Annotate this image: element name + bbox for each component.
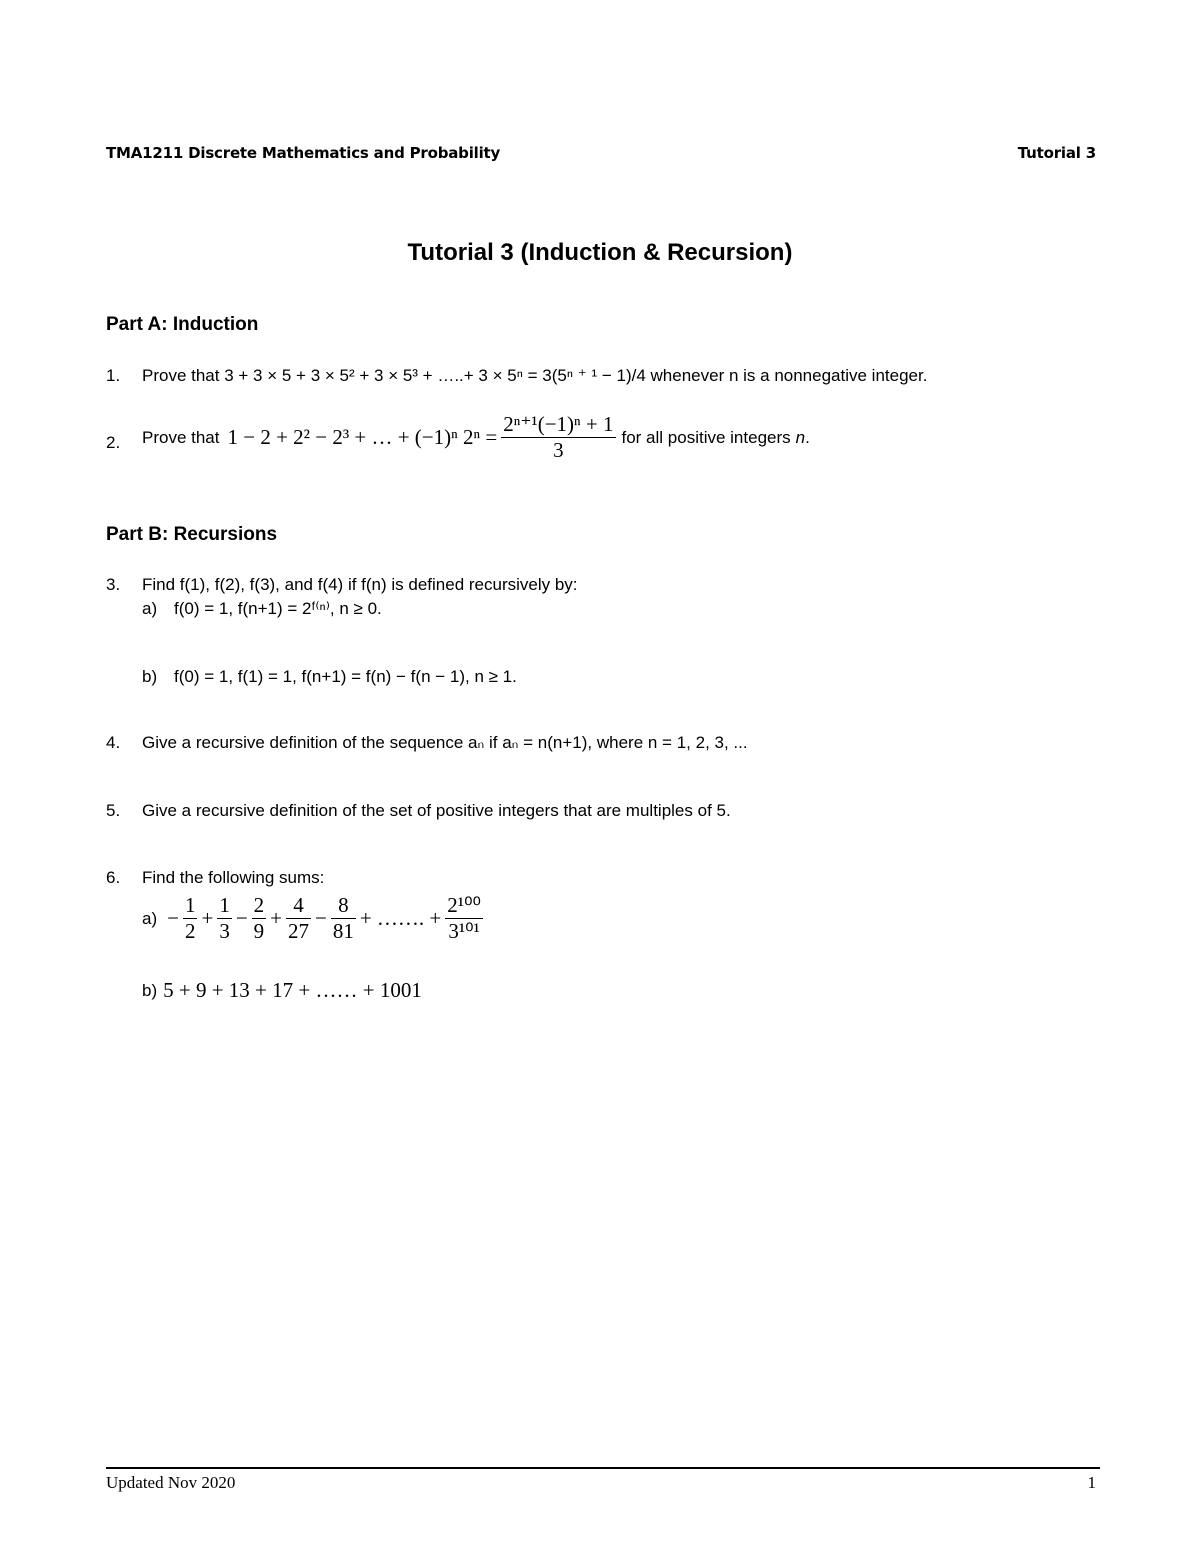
q6a-term-numerator: 8 [331, 893, 356, 919]
q5-number: 5. [106, 801, 121, 820]
q1-number: 1. [106, 366, 121, 385]
q6a-term-numerator: 4 [286, 893, 311, 919]
q2-prefix: Prove that [142, 427, 220, 447]
q6b-text: 5 + 9 + 13 + 17 + …… + 1001 [163, 978, 422, 1002]
q6a-term-denominator: 2 [184, 919, 196, 943]
q6-number: 6. [106, 868, 121, 887]
q2-lhs: 1 − 2 + 2² − 2³ + … + (−1)ⁿ 2ⁿ = [227, 425, 498, 449]
q6b-label: b) [142, 980, 158, 1000]
q3a-text: f(0) = 1, f(n+1) = 2ᶠ⁽ⁿ⁾, n ≥ 0. [174, 599, 382, 618]
q4-number: 4. [106, 733, 121, 752]
q6a-term-denominator: 81 [332, 919, 354, 943]
q6b-line [142, 978, 422, 1003]
q6a-line [142, 893, 485, 944]
page-title: Tutorial 3 (Induction & Recursion) [407, 239, 793, 266]
q6a-term-fraction [183, 893, 198, 944]
q6a-label: a) [142, 908, 158, 928]
q1-text: Prove that 3 + 3 × 5 + 3 × 5² + 3 × 5³ + …..+ 3 × 5ⁿ = 3(5ⁿ ⁺ ¹ − 1)/4 whenever n is a nonnegative integer. [142, 366, 928, 385]
q6a-last-denominator: 3¹⁰¹ [448, 919, 480, 943]
q2-var: n [795, 427, 806, 447]
footer-rule [106, 1467, 1100, 1469]
q2-suffix: for all positive integers [621, 427, 791, 447]
q6a-term-fraction [286, 893, 311, 944]
page-number: 1 [1087, 1473, 1096, 1492]
q2-line [142, 412, 810, 463]
q6a-term-denominator: 27 [288, 919, 309, 943]
q6a-term-numerator: 1 [184, 893, 196, 917]
q3a-label: a) [142, 599, 158, 618]
q6-text: Find the following sums: [142, 868, 325, 887]
course-header: TMA1211 Discrete Mathematics and Probability [106, 144, 501, 162]
q6a-dots: + ……. + [359, 906, 442, 930]
q6a-term-sign: + [270, 906, 282, 930]
q3b-text: f(0) = 1, f(1) = 1, f(n+1) = f(n) − f(n − 1), n ≥ 1. [174, 667, 517, 686]
part-a-heading: Part A: Induction [106, 314, 259, 335]
part-b-heading: Part B: Recursions [106, 524, 278, 545]
q6a-term-sign: − [315, 906, 327, 930]
q5-text: Give a recursive definition of the set of positive integers that are multiples of 5. [142, 801, 731, 820]
q3b-label: b) [142, 667, 158, 686]
q3-number: 3. [106, 575, 121, 594]
q6a-term-fraction [331, 893, 356, 944]
q6a-term-numerator: 1 [219, 893, 230, 917]
q6a-series [165, 893, 358, 944]
q6a-term-sign: − [235, 906, 248, 930]
q2-end: . [805, 427, 810, 447]
footer-updated: Updated Nov 2020 [106, 1473, 236, 1492]
q6a-term-fraction [217, 893, 232, 944]
q2-number: 2. [106, 433, 121, 452]
q3-text: Find f(1), f(2), f(3), and f(4) if f(n) is defined recursively by: [142, 575, 578, 594]
q2-denominator: 3 [553, 438, 564, 462]
q6a-term-sign: + [201, 906, 214, 930]
q6a-term-denominator: 3 [219, 919, 230, 943]
q6a-last-term [445, 893, 483, 944]
q6a-last-numerator: 2¹⁰⁰ [447, 893, 481, 917]
q2-fraction [501, 412, 615, 463]
q6a-term-numerator: 2 [253, 893, 265, 917]
tutorial-header: Tutorial 3 [1017, 144, 1096, 162]
q6a-term-fraction [252, 893, 267, 944]
q4-text: Give a recursive definition of the sequence aₙ if aₙ = n(n+1), where n = 1, 2, 3, ... [142, 733, 748, 752]
q6a-term-denominator: 9 [253, 919, 265, 943]
q2-numerator: 2ⁿ⁺¹(−1)ⁿ + 1 [503, 412, 614, 436]
q6a-term-sign: − [167, 906, 179, 930]
